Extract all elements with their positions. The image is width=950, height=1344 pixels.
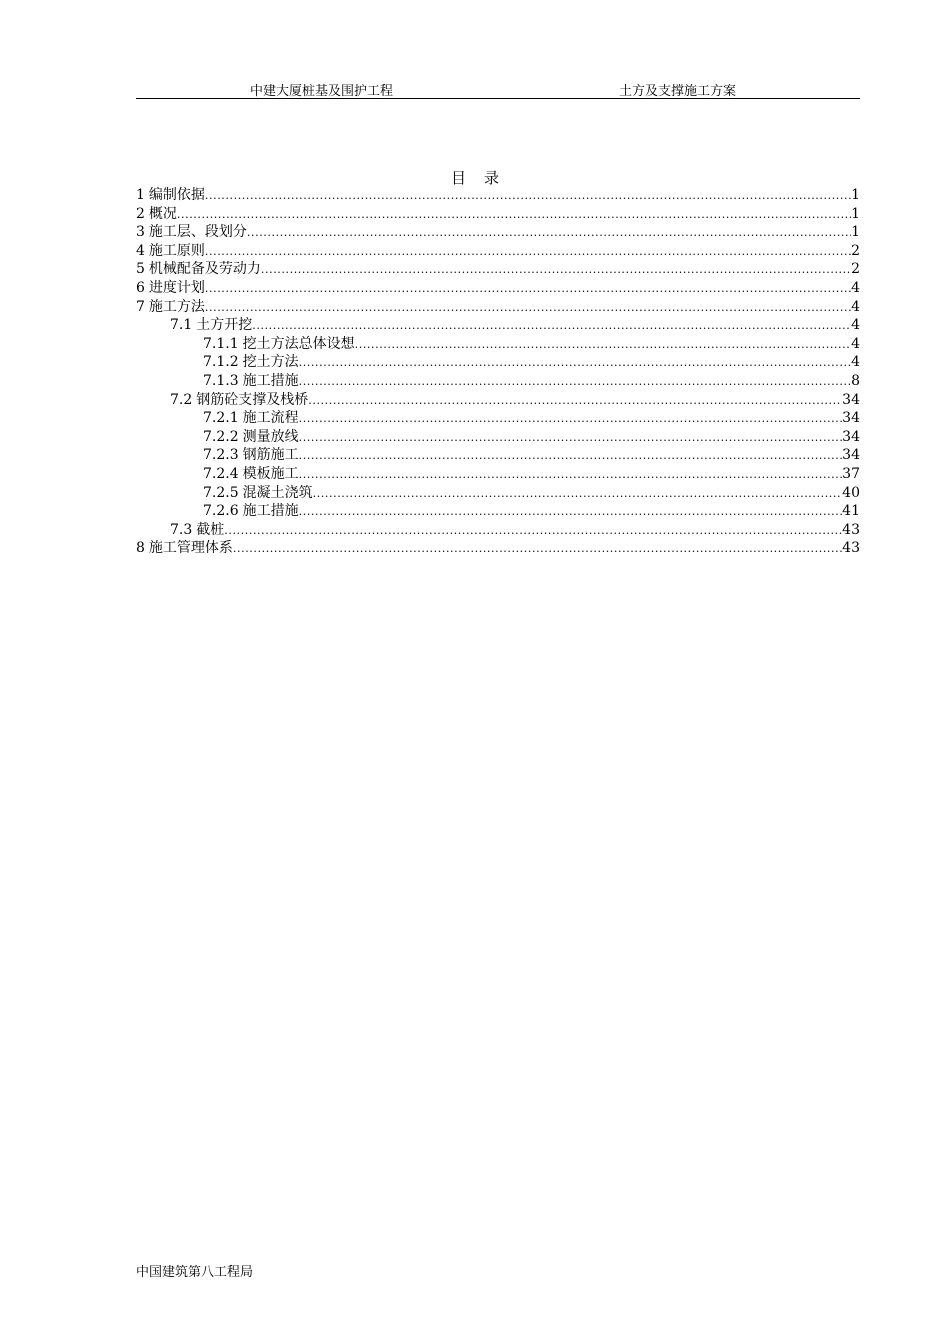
toc-entry-page: 8 [851,372,860,389]
toc-dot-leader [252,317,851,336]
toc-entry-title: 编制依据 [148,187,205,203]
toc-entry[interactable] [136,298,860,317]
toc-entry-title: 机械配备及劳动力 [148,261,261,278]
toc-entry-title: 施工管理体系 [148,540,233,557]
page-header [136,78,860,99]
toc-entry[interactable] [136,335,860,354]
toc-entry-number: 3 [136,224,145,241]
toc-entry-title: 施工措施 [242,503,299,520]
toc-entry-number: 7.2 [170,391,193,408]
toc-dot-leader [299,429,843,448]
toc-entry-title: 挖土方法总体设想 [242,335,355,352]
toc-entry[interactable] [136,223,860,242]
toc-entry[interactable] [136,372,860,391]
toc-entry-page: 4 [851,298,860,315]
toc-entry-title: 截桩 [196,521,225,538]
toc-title-char-2: 录 [484,169,500,187]
toc-entry-number: 7.2.6 [203,503,239,520]
toc-entry-number: 4 [136,242,145,259]
toc-entry-number: 7 [136,298,145,315]
header-document-title: 土方及支撑施工方案 [619,84,737,99]
toc-dot-leader [233,540,842,559]
toc-entry-number: 7.2.2 [203,428,239,445]
toc-entry[interactable] [136,428,860,447]
toc-entry[interactable] [136,353,860,372]
toc-entry-page: 1 [851,205,860,222]
toc-entry-title: 概况 [148,205,177,222]
toc-entry-number: 1 [136,187,145,203]
toc-dot-leader [205,243,851,262]
toc-entry[interactable] [136,242,860,261]
toc-dot-leader [299,466,843,485]
toc-dot-leader [224,522,842,541]
toc-entry[interactable] [136,391,860,410]
toc-entry[interactable] [136,279,860,298]
toc-entry-title: 模板施工 [242,465,299,482]
toc-entry-title: 钢筋施工 [242,447,299,464]
toc-entry-page: 4 [851,335,860,352]
toc-entry-title: 挖土方法 [242,354,299,371]
toc-entry[interactable] [136,316,860,335]
toc-entry[interactable] [136,409,860,428]
toc-entry-title: 施工流程 [242,410,299,427]
toc-dot-leader [299,410,843,429]
toc-entry-title: 施工方法 [148,298,205,315]
toc-entry[interactable] [136,521,860,540]
table-of-contents [136,186,860,558]
toc-entry[interactable] [136,502,860,521]
toc-entry-page: 2 [851,261,860,278]
toc-dot-leader [299,373,851,392]
toc-entry-number: 6 [136,279,145,296]
toc-entry-number: 7.1.2 [203,354,239,371]
toc-entry[interactable] [136,539,860,558]
toc-entry-number: 7.3 [170,521,193,538]
toc-dot-leader [308,392,842,411]
toc-entry-number: 7.2.1 [203,410,239,427]
toc-entry-title: 进度计划 [148,279,205,296]
toc-entry[interactable] [136,205,860,224]
toc-entry-title: 施工层、段划分 [148,224,247,241]
toc-entry-page: 34 [842,428,860,445]
toc-entry-page: 2 [851,242,860,259]
toc-dot-leader [299,354,851,373]
toc-dot-leader [261,261,851,280]
toc-dot-leader [247,224,851,243]
toc-entry[interactable] [136,446,860,465]
toc-title [0,167,950,188]
toc-entry-number: 7.2.5 [203,484,239,501]
toc-entry-title: 施工措施 [242,372,299,389]
toc-entry-number: 8 [136,540,145,557]
toc-entry[interactable] [136,260,860,279]
toc-entry-title: 混凝土浇筑 [242,484,313,501]
toc-entry-number: 7.1.3 [203,372,239,389]
toc-dot-leader [313,485,843,504]
toc-entry-page: 34 [842,447,860,464]
toc-dot-leader [299,447,843,466]
toc-entry-page: 1 [851,224,860,241]
toc-entry-page: 4 [851,317,860,334]
toc-entry-page: 40 [842,484,860,501]
toc-entry-number: 7.2.4 [203,465,239,482]
toc-dot-leader [205,187,851,206]
toc-entry-title: 土方开挖 [196,317,253,334]
toc-entry-number: 7.2.3 [203,447,239,464]
toc-entry-page: 4 [851,354,860,371]
toc-entry-number: 7.1 [170,317,193,334]
toc-entry-page: 41 [842,503,860,520]
toc-entry-title: 施工原则 [148,242,205,259]
toc-entry-page: 43 [842,540,860,557]
toc-entry-title: 钢筋砼支撑及栈桥 [196,391,309,408]
toc-entry-page: 4 [851,279,860,296]
toc-dot-leader [205,280,851,299]
header-project-name: 中建大厦桩基及围护工程 [250,84,394,99]
toc-entry-number: 5 [136,261,145,278]
toc-entry-page: 43 [842,521,860,538]
toc-entry-page: 37 [842,465,860,482]
toc-dot-leader [299,503,843,522]
toc-dot-leader [177,206,851,225]
toc-dot-leader [205,299,851,318]
toc-title-char-1: 目 [450,169,466,187]
toc-entry-number: 2 [136,205,145,222]
toc-entry-page: 1 [851,187,860,203]
toc-entry-number: 7.1.1 [203,335,239,352]
toc-entry[interactable] [136,465,860,484]
toc-entry-page: 34 [842,410,860,427]
toc-entry-title: 测量放线 [242,428,299,445]
page-footer: 中国建筑第八工程局 [136,1265,254,1280]
toc-dot-leader [355,336,851,355]
toc-entry-page: 34 [842,391,860,408]
toc-entry[interactable] [136,484,860,503]
toc-entry[interactable] [136,186,860,205]
